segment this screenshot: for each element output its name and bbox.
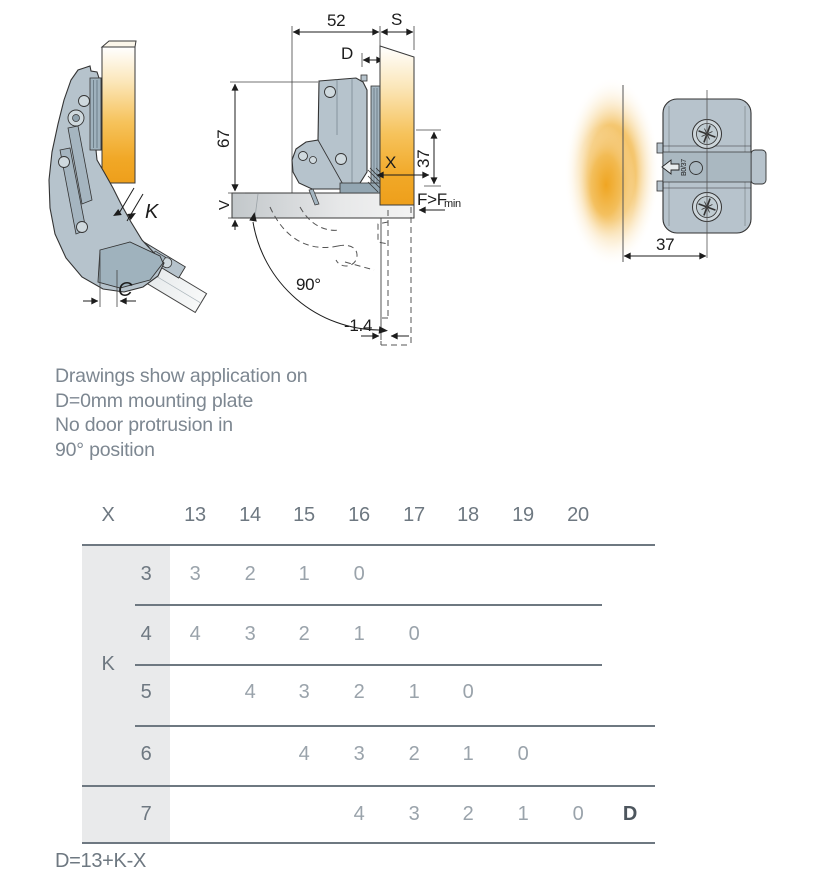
table-cell	[170, 740, 220, 768]
dim-v-label: V	[216, 200, 233, 210]
door-cross-section	[380, 46, 414, 205]
table-cell: 0	[462, 681, 474, 703]
dimension-protrusion	[344, 316, 409, 336]
clearance-label: F>F	[417, 190, 447, 209]
table-cell	[553, 678, 603, 706]
table-cell	[498, 560, 548, 588]
dim-67-label: 67	[214, 129, 233, 148]
k-dimension-label: K	[145, 201, 159, 223]
door-panel-top	[102, 41, 136, 47]
dim-52-label: 52	[327, 11, 346, 30]
note-line: No door protrusion in	[55, 414, 233, 437]
table-row-k: 3	[140, 563, 152, 585]
note-line: Drawings show application on	[55, 365, 308, 387]
table-col-header: 14	[239, 504, 261, 526]
table-col-header: 13	[184, 504, 206, 526]
note-line: D=0mm mounting plate	[55, 389, 254, 412]
table-k-header: K	[101, 653, 115, 675]
plate-marking-label: B0/37	[681, 159, 688, 176]
c-dimension-label: C	[118, 279, 133, 301]
table-cell: 1	[408, 681, 420, 703]
table-cell	[553, 560, 603, 588]
table-cell: 4	[353, 803, 365, 825]
dim-x-label: X	[385, 153, 397, 172]
table-cell: 3	[298, 681, 310, 703]
table-cell	[443, 560, 493, 588]
table-cell	[170, 678, 220, 706]
table-x-header: X	[101, 504, 115, 526]
table-col-header: 17	[403, 504, 425, 526]
application-note	[55, 364, 307, 462]
door-panel	[102, 47, 135, 183]
dim-37-label: 37	[414, 149, 433, 168]
table-rule	[82, 544, 655, 546]
table-cell: 0	[572, 803, 584, 825]
table-cell: 3	[408, 803, 420, 825]
table-cell	[170, 800, 220, 828]
table-cell: 3	[353, 743, 365, 765]
table-row-k: 6	[140, 743, 152, 765]
table-cell	[553, 740, 603, 768]
table-cell: 1	[517, 803, 529, 825]
table-cell	[553, 620, 603, 648]
table-row-k: 7	[140, 803, 152, 825]
door-90deg-dashed	[270, 207, 411, 345]
table-cell: 4	[298, 743, 310, 765]
mounting-plate	[657, 90, 766, 258]
table-cell: 4	[244, 681, 256, 703]
angle-label: 90°	[296, 275, 321, 294]
hinge-flange	[90, 78, 101, 150]
table-rule	[135, 604, 602, 606]
table-cell: 3	[244, 623, 256, 645]
table-cell: 1	[462, 743, 474, 765]
dimension-F-min	[417, 190, 461, 210]
dim-s-label: S	[391, 10, 403, 29]
note-line: 90° position	[55, 438, 155, 461]
table-cell: 1	[353, 623, 365, 645]
table-cell	[389, 560, 439, 588]
table-cell: 0	[353, 563, 365, 585]
table-cell: 2	[298, 623, 310, 645]
table-cell: 2	[353, 681, 365, 703]
table-col-header: 18	[457, 504, 479, 526]
table-cell: 1	[298, 563, 310, 585]
technical-drawings	[0, 0, 827, 356]
table-rule	[135, 664, 602, 666]
table-cell: 3	[189, 563, 201, 585]
formula-label: D=13+K-X	[55, 850, 146, 872]
clearance-sub-label: min	[444, 198, 461, 210]
dim-37-plate-label: 37	[656, 235, 675, 254]
table-rule	[82, 785, 655, 787]
table-cell	[498, 678, 548, 706]
table-cell: 2	[244, 563, 256, 585]
table-cell: 4	[189, 623, 201, 645]
table-cell: 2	[462, 803, 474, 825]
table-row-k: 5	[140, 681, 152, 703]
drawing-hinge-open	[49, 41, 213, 312]
table-cell: 0	[517, 743, 529, 765]
dim-d-label: D	[341, 44, 353, 63]
table-cell: 2	[408, 743, 420, 765]
table-cell	[279, 800, 329, 828]
protrusion-label: -1.4	[344, 316, 373, 335]
table-col-header: 20	[567, 504, 589, 526]
table-row-k: 4	[140, 623, 152, 645]
table-cell	[225, 800, 275, 828]
table-cell	[498, 620, 548, 648]
table-cell	[225, 740, 275, 768]
table-col-header: 19	[512, 504, 534, 526]
table-d-suffix: D	[622, 803, 638, 825]
table-col-header: 16	[348, 504, 370, 526]
drawing-mounting-plate	[564, 77, 766, 267]
table-rule	[82, 842, 655, 844]
table-cell	[443, 620, 493, 648]
table-col-header: 15	[293, 504, 315, 526]
drawing-cross-section	[214, 10, 461, 345]
table-rule	[135, 725, 655, 727]
table-cell: 0	[408, 623, 420, 645]
